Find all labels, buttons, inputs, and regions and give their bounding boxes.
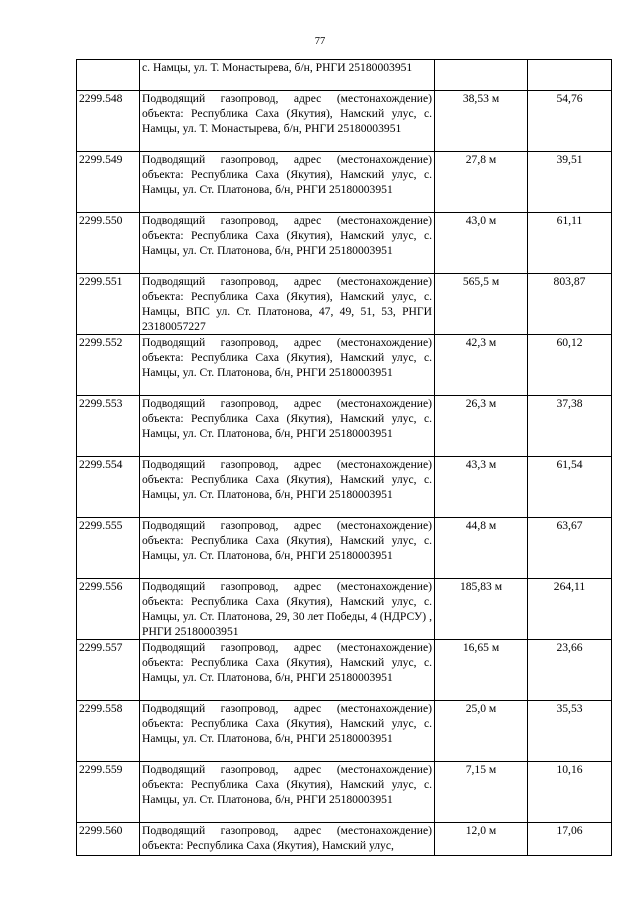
row-value: 35,53 [528, 701, 612, 762]
table-row [77, 457, 612, 518]
row-length: 27,8 м [435, 152, 528, 213]
row-length: 7,15 м [435, 762, 528, 823]
row-description: Подводящий газопровод, адрес (местонахождение) объекта: Республика Саха (Якутия), Намский улус, с. Намцы, ул. Ст. Платонова, б/н, РНГИ 25180003951 [140, 152, 435, 213]
row-number: 2299.550 [77, 213, 140, 274]
row-number: 2299.560 [77, 823, 140, 856]
table-row [77, 91, 612, 152]
table-row [77, 213, 612, 274]
row-value: 37,38 [528, 396, 612, 457]
row-number: 2299.548 [77, 91, 140, 152]
row-value: 61,54 [528, 457, 612, 518]
row-description: Подводящий газопровод, адрес (местонахождение) объекта: Республика Саха (Якутия), Намский улус, с. Намцы, ул. Ст. Платонова, б/н, РНГИ 25180003951 [140, 762, 435, 823]
row-value: 61,11 [528, 213, 612, 274]
row-number: 2299.557 [77, 640, 140, 701]
row-number: 2299.551 [77, 274, 140, 335]
row-description: Подводящий газопровод, адрес (местонахождение) объекта: Республика Саха (Якутия), Намский улус, с. Намцы, ул. Ст. Платонова, б/н, РНГИ 25180003951 [140, 396, 435, 457]
row-number: 2299.555 [77, 518, 140, 579]
registry-table [76, 59, 612, 856]
table-row [77, 274, 612, 335]
table-row [77, 396, 612, 457]
table-row [77, 152, 612, 213]
table-row [77, 579, 612, 640]
row-value [528, 60, 612, 91]
row-length: 43,3 м [435, 457, 528, 518]
row-length: 38,53 м [435, 91, 528, 152]
row-length: 43,0 м [435, 213, 528, 274]
row-value: 39,51 [528, 152, 612, 213]
row-description: Подводящий газопровод, адрес (местонахождение) объекта: Республика Саха (Якутия), Намский улус, с. Намцы, ул. Ст. Платонова, 29, 30 лет Победы, 4 (НДРСУ) , РНГИ 25180003951 [140, 579, 435, 640]
row-length [435, 60, 528, 91]
row-description: Подводящий газопровод, адрес (местонахождение) объекта: Республика Саха (Якутия), Намский улус, с. Намцы, ул. Ст. Платонова, б/н, РНГИ 25180003951 [140, 701, 435, 762]
row-description: Подводящий газопровод, адрес (местонахождение) объекта: Республика Саха (Якутия), Намский улус, с. Намцы, ул. Ст. Платонова, б/н, РНГИ 25180003951 [140, 335, 435, 396]
row-value: 63,67 [528, 518, 612, 579]
row-length: 25,0 м [435, 701, 528, 762]
row-value: 10,16 [528, 762, 612, 823]
row-value: 23,66 [528, 640, 612, 701]
row-description: Подводящий газопровод, адрес (местонахождение) объекта: Республика Саха (Якутия), Намский улус, с. Намцы, ул. Т. Монастырева, б/н, РНГИ 25180003951 [140, 91, 435, 152]
row-length: 12,0 м [435, 823, 528, 856]
row-number [77, 60, 140, 91]
row-value: 60,12 [528, 335, 612, 396]
row-value: 17,06 [528, 823, 612, 856]
row-number: 2299.552 [77, 335, 140, 396]
row-length: 185,83 м [435, 579, 528, 640]
row-number: 2299.549 [77, 152, 140, 213]
row-description: с. Намцы, ул. Т. Монастырева, б/н, РНГИ 25180003951 [140, 60, 435, 91]
row-number: 2299.556 [77, 579, 140, 640]
row-description: Подводящий газопровод, адрес (местонахождение) объекта: Республика Саха (Якутия), Намский улус, с. Намцы, ул. Ст. Платонова, б/н, РНГИ 25180003951 [140, 640, 435, 701]
row-number: 2299.554 [77, 457, 140, 518]
row-length: 565,5 м [435, 274, 528, 335]
row-description: Подводящий газопровод, адрес (местонахождение) объекта: Республика Саха (Якутия), Намский улус, с. Намцы, ул. Ст. Платонова, б/н, РНГИ 25180003951 [140, 213, 435, 274]
row-number: 2299.559 [77, 762, 140, 823]
row-length: 26,3 м [435, 396, 528, 457]
row-value: 54,76 [528, 91, 612, 152]
row-description: Подводящий газопровод, адрес (местонахождение) объекта: Республика Саха (Якутия), Намский улус, [140, 823, 435, 856]
row-length: 42,3 м [435, 335, 528, 396]
row-length: 44,8 м [435, 518, 528, 579]
row-description: Подводящий газопровод, адрес (местонахождение) объекта: Республика Саха (Якутия), Намский улус, с. Намцы, ул. Ст. Платонова, б/н, РНГИ 25180003951 [140, 457, 435, 518]
page-number: 77 [314, 36, 326, 47]
row-description: Подводящий газопровод, адрес (местонахождение) объекта: Республика Саха (Якутия), Намский улус, с. Намцы, ВПС ул. Ст. Платонова, 47, 49, 51, 53, РНГИ 23180057227 [140, 274, 435, 335]
table-row [77, 640, 612, 701]
row-description: Подводящий газопровод, адрес (местонахождение) объекта: Республика Саха (Якутия), Намский улус, с. Намцы, ул. Ст. Платонова, б/н, РНГИ 25180003951 [140, 518, 435, 579]
row-length: 16,65 м [435, 640, 528, 701]
row-number: 2299.558 [77, 701, 140, 762]
table-row [77, 823, 612, 856]
table-row [77, 60, 612, 91]
row-number: 2299.553 [77, 396, 140, 457]
table-row [77, 762, 612, 823]
row-value: 264,11 [528, 579, 612, 640]
row-value: 803,87 [528, 274, 612, 335]
table-row [77, 335, 612, 396]
table-row [77, 701, 612, 762]
table-row [77, 518, 612, 579]
